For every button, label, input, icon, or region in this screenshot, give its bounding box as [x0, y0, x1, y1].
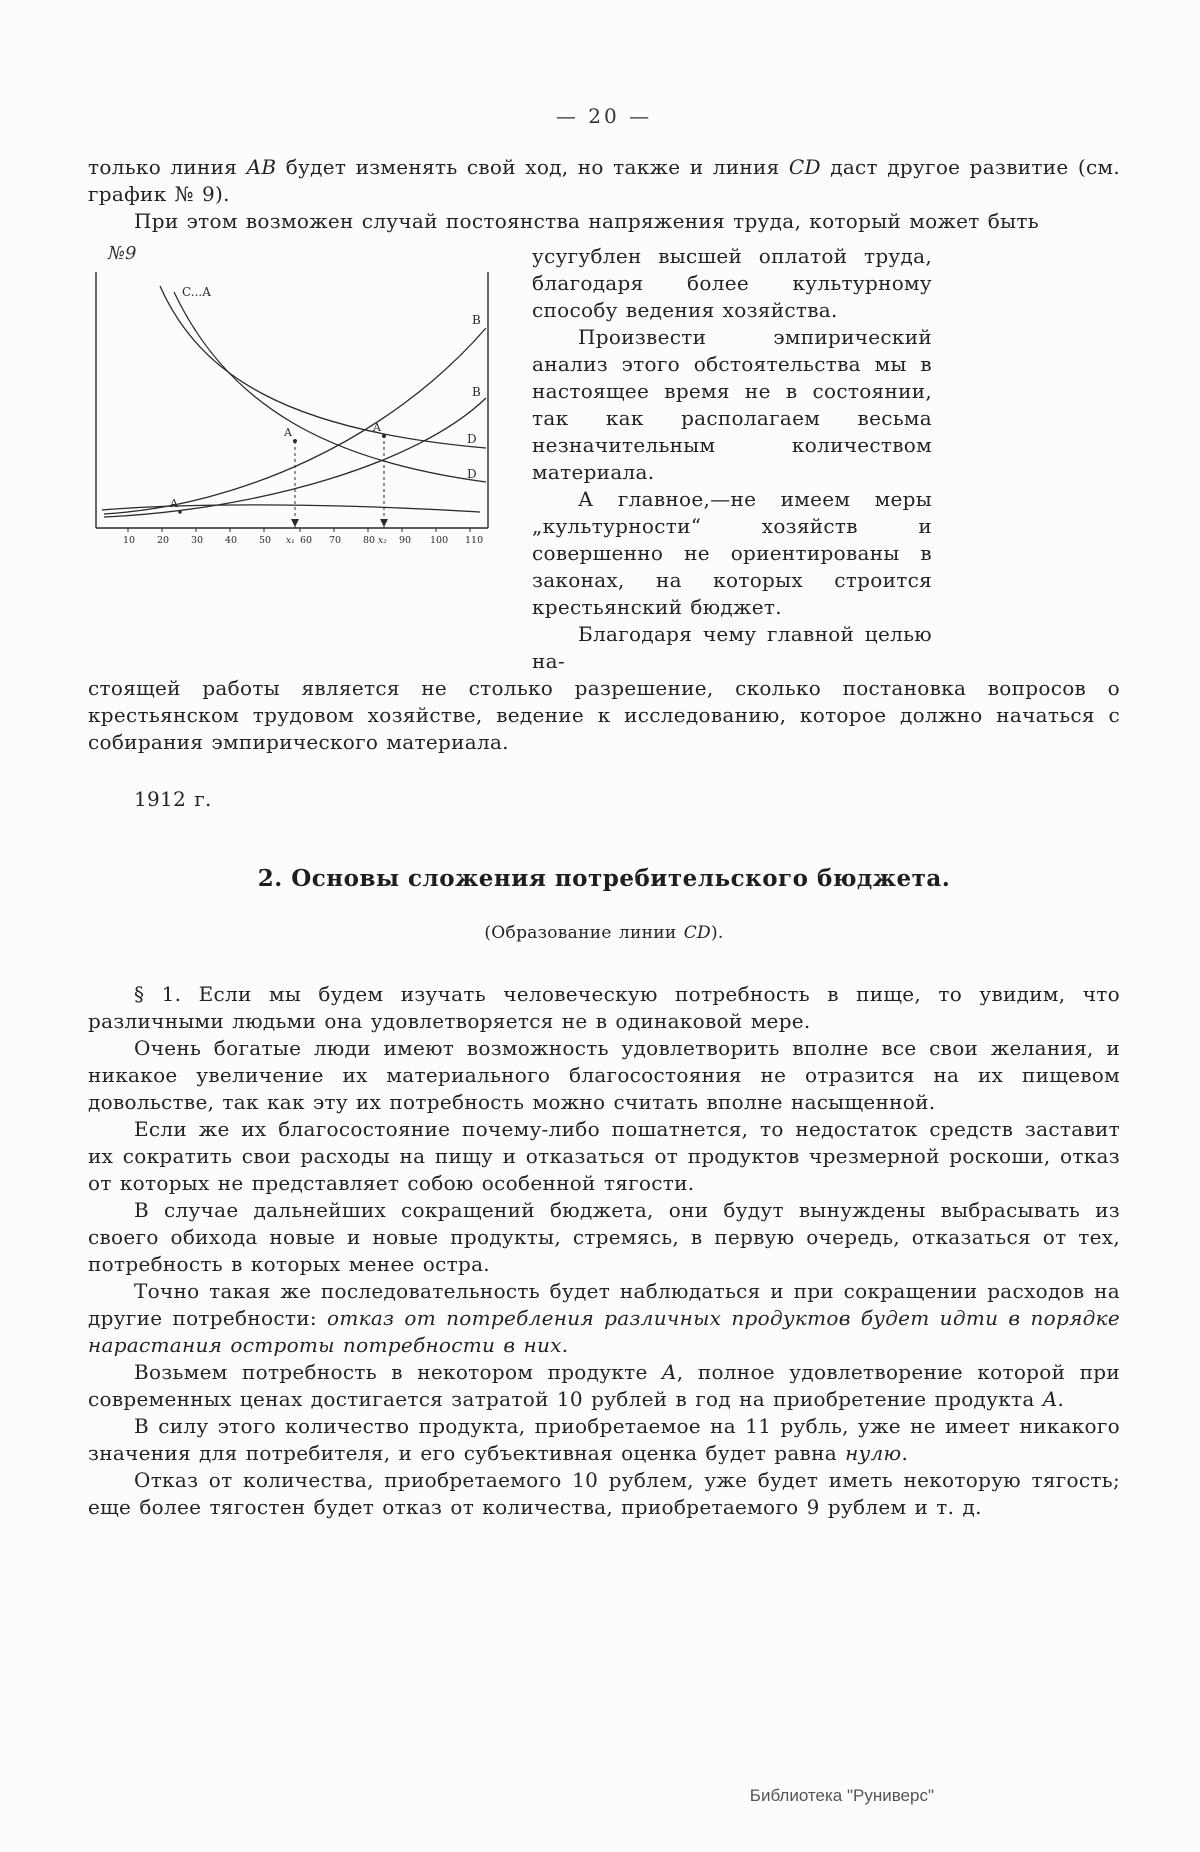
term-CD: CD	[683, 923, 711, 943]
page-content	[88, 104, 1120, 1521]
year-line: 1912 г.	[134, 787, 212, 811]
text-run: В силу этого количество продукта, приобретаемое на 11 рубль, уже не имеет никакого значения для потребителя, и его субъективная оценка будет равна	[88, 1414, 1120, 1465]
tick-100: 100	[430, 535, 449, 546]
tick-110: 110	[465, 535, 484, 546]
point-x1	[293, 439, 297, 443]
tick-90: 90	[399, 535, 412, 546]
library-watermark: Библиотека "Руниверс"	[749, 1786, 934, 1805]
point-x2	[382, 434, 386, 438]
text-run: даст другое развитие (см. график № 9).	[88, 155, 1120, 206]
text-run: (Образование линии	[484, 923, 684, 943]
tick-20: 20	[157, 535, 170, 546]
term-A: A	[1042, 1387, 1058, 1411]
label-A-bottom: A	[170, 497, 178, 510]
term-zero: нулю	[845, 1441, 902, 1465]
figure-9	[88, 243, 510, 566]
figure-chart	[88, 266, 498, 562]
label-B2: B	[472, 385, 481, 399]
body-paragraph-8: Отказ от количества, приобретаемого 10 рублем, уже будет иметь некоторую тягость; еще более тягостен будет отказ от количества, приобретаемого 9 рублем и т. д.	[88, 1468, 1120, 1519]
text-run: .	[901, 1441, 909, 1465]
emphasized-statement: отказ от потребления различных продуктов будет идти в порядке нарастания остроты потребности в них.	[88, 1306, 1120, 1357]
text-run: ).	[711, 923, 724, 943]
tick-x1: x₁	[286, 536, 295, 546]
paragraph-5-start: Благодаря чему главной целью на-	[532, 622, 932, 673]
paragraph-5-continuation: стоящей работы является не столько разрешение, сколько постановка вопросов о крестьянском трудовом хозяйстве, ведение к исследованию, которое должно начаться с собирания эмпирического материала.	[88, 676, 1120, 754]
tick-70: 70	[329, 535, 342, 546]
tick-50: 50	[259, 535, 272, 546]
term-CD: CD	[788, 155, 821, 179]
section-heading: 2. Основы сложения потребительского бюджета.	[257, 865, 951, 892]
body-paragraph-6	[88, 1359, 1120, 1413]
paragraph-1	[88, 154, 1120, 208]
body-paragraph-1: § 1. Если мы будем изучать человеческую потребность в пище, то увидим, что различными людьми она удовлетворяется не в одинаковой мере.	[88, 982, 1120, 1033]
text-run: только линия	[88, 155, 247, 179]
text-run: Точно такая же последовательность будет наблюдаться и при сокращении расходов на другие потребности:	[88, 1279, 1120, 1330]
figure-row	[88, 243, 1120, 675]
text-run: Возьмем потребность в некотором продукте	[134, 1360, 663, 1384]
label-A2: A	[373, 421, 381, 434]
text-run: будет изменять свой ход, но также и линия	[276, 155, 789, 179]
paragraph-3: Произвести эмпирический анализ этого обстоятельства мы в настоящее время не в состоянии, так как располагаем весьма незначительным количеством материала.	[532, 325, 932, 484]
curve-cd-1	[160, 286, 486, 448]
curve-ab-2	[104, 398, 486, 517]
label-B1: B	[472, 313, 481, 327]
label-D1: D	[467, 432, 477, 446]
body-paragraph-2: Очень богатые люди имеют возможность удовлетворить вполне все свои желания, и никакое увеличение их материального благосостояния не отразится на их пищевом довольстве, так как эту их потребность можно считать вполне насыщенной.	[88, 1036, 1120, 1114]
tick-x2: x₂	[378, 536, 387, 546]
tick-30: 30	[191, 535, 204, 546]
curve-ab-1	[104, 328, 486, 514]
tick-40: 40	[225, 535, 238, 546]
term-AB: AB	[246, 155, 277, 179]
text-run: .	[1057, 1387, 1065, 1411]
section-subheading	[88, 920, 1120, 947]
body-paragraph-7	[88, 1413, 1120, 1467]
paragraph-2-line1: При этом возможен случай постоянства напряжения труда, который может быть	[134, 209, 1039, 233]
point-a	[178, 510, 181, 513]
body-paragraph-4: В случае дальнейших сокращений бюджета, они будут вынуждены выбрасывать из своего обихода новые и новые продукты, стремясь, в первую очередь, отказаться от тех, потребность в которых менее остра.	[88, 1198, 1120, 1276]
text-run: , полное удовлетворение которой при современных ценах достигается затратой 10 рублей в год на приобретение продукта	[88, 1360, 1121, 1411]
figure-label: №9	[108, 243, 137, 264]
body-paragraph-5	[88, 1278, 1120, 1359]
label-C: C...A	[182, 285, 211, 299]
page-number: — 20 —	[555, 104, 653, 128]
label-D2: D	[467, 467, 477, 481]
arrow-down-x1	[291, 519, 299, 527]
tick-10: 10	[123, 535, 136, 546]
body-paragraph-3: Если же их благосостояние почему-либо пошатнется, то недостаток средств заставит их сократить свои расходы на пищу и отказаться от продуктов чрезмерной роскоши, отказ от которых не представляет собою особенной тягости.	[88, 1117, 1120, 1195]
right-text-column	[532, 243, 932, 675]
term-A: A	[662, 1360, 677, 1384]
tick-60: 60	[300, 535, 313, 546]
curve-cd-2	[174, 292, 486, 482]
label-A1: A	[284, 426, 292, 439]
paragraph-2-rest: усугублен высшей оплатой труда, благодаря более культурному способу ведения хозяйства.	[532, 244, 932, 322]
paragraph-4: А главное,—не имеем меры „культурности“ хозяйств и совершенно не ориентированы в законах, на которых строится крестьянский бюджет.	[532, 487, 932, 619]
tick-80: 80	[363, 535, 376, 546]
arrow-down-x2	[380, 519, 388, 527]
